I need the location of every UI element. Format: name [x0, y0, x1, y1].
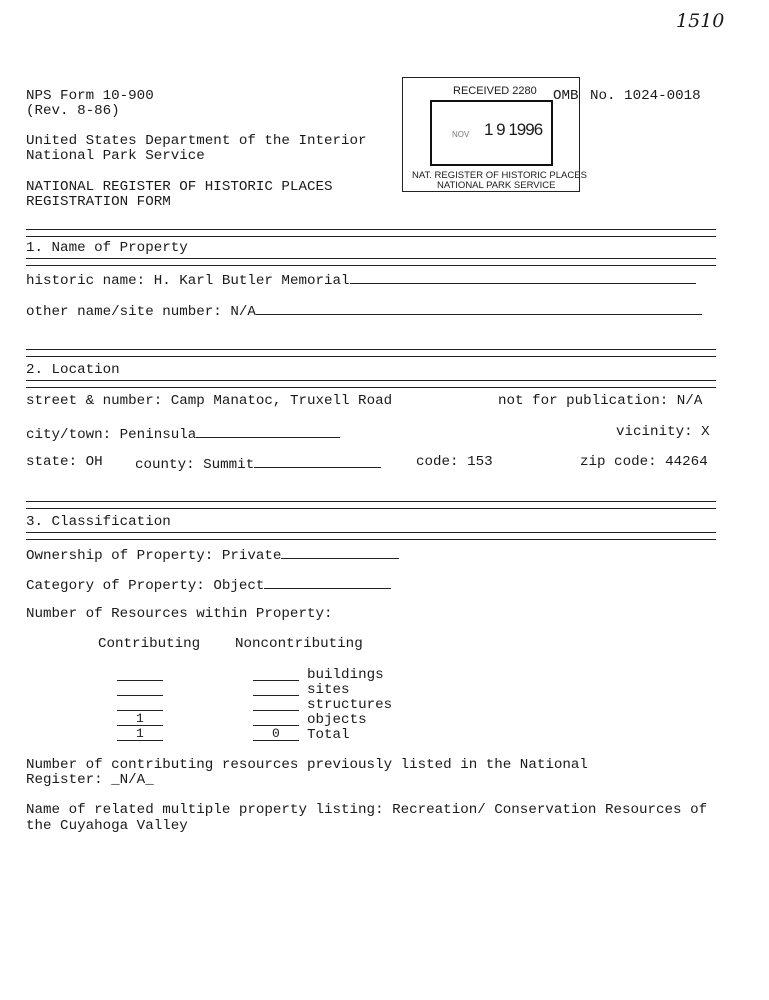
resource-label: sites [307, 682, 350, 698]
noncontributing-blank [253, 680, 299, 681]
fill-line [264, 576, 391, 589]
fill-line [281, 546, 399, 559]
resource-label: structures [307, 697, 393, 713]
ownership-row [26, 546, 399, 564]
form-number: NPS Form 10-900 [26, 88, 154, 104]
stamp-date: 1 9 1996 [484, 120, 543, 139]
code-label: code: [416, 454, 459, 470]
section-divider [26, 380, 716, 388]
received-stamp [402, 77, 587, 192]
state-row [26, 455, 103, 470]
state-label: state: [26, 454, 78, 470]
col-contributing: Contributing [98, 636, 201, 652]
form-title-line2: REGISTRATION FORM [26, 194, 171, 210]
omb-number: No. 1024-0018 [590, 88, 701, 104]
historic-name-row [26, 271, 696, 289]
fill-line [196, 425, 340, 438]
county-value: Summit [203, 457, 255, 473]
multiple-listing-line2: the Cuyahoga Valley [26, 818, 188, 834]
multiple-listing-line1: Name of related multiple property listing: Recreation/ Conservation Resources of [26, 802, 708, 818]
section-divider [26, 229, 716, 237]
section-divider [26, 349, 716, 357]
contributing-blank [117, 695, 163, 696]
stamp-received: RECEIVED 2280 [453, 85, 537, 97]
stamp-line1: NAT. REGISTER OF HISTORIC PLACES [412, 170, 587, 181]
stamp-date-box [430, 100, 553, 166]
code-row [416, 455, 493, 470]
previously-listed-label: Register: [26, 772, 103, 788]
zip-label: zip code: [580, 454, 657, 470]
resources-label: Number of Resources within Property: [26, 606, 333, 622]
street-row [26, 394, 392, 409]
street-label: street & number: [26, 393, 163, 409]
omb-prefix: OMB [553, 88, 579, 104]
other-name-row [26, 302, 702, 320]
state-value: OH [85, 454, 103, 470]
previously-listed-row: Register: _N/A_ [26, 772, 154, 788]
ownership-label: Ownership of Property: [26, 548, 214, 564]
total-noncontributing-value: 0 [272, 726, 280, 741]
stamp-month: NOV [452, 130, 470, 139]
handwritten-page-number: 1510 [676, 10, 725, 32]
code-value: 153 [467, 454, 493, 470]
noncontributing-blank [253, 695, 299, 696]
col-noncontributing: Noncontributing [235, 636, 363, 652]
street-value: Camp Manatoc, Truxell Road [170, 393, 393, 409]
fill-line [350, 271, 696, 284]
previously-listed-line1: Number of contributing resources previously listed in the National [26, 757, 588, 773]
publication-row [498, 394, 702, 409]
section-divider [26, 258, 716, 266]
other-name-value: N/A [230, 304, 256, 320]
historic-name-label: historic name: [26, 273, 146, 289]
publication-label: not for publication: [498, 393, 669, 409]
county-label: county: [135, 457, 195, 473]
zip-row [580, 455, 708, 470]
city-value: Peninsula [119, 427, 197, 443]
resource-label: buildings [307, 667, 384, 683]
historic-name-value: H. Karl Butler Memorial [153, 273, 350, 289]
vicinity-row [616, 425, 710, 440]
city-row [26, 425, 340, 443]
section2-heading: 2. Location [26, 362, 120, 378]
vicinity-label: vicinity: [616, 424, 693, 440]
objects-contributing-value: 1 [136, 711, 144, 726]
category-label: Category of Property: [26, 578, 205, 594]
section-divider [26, 501, 716, 509]
previously-listed-value: N/A [119, 772, 146, 788]
form-revision: (Rev. 8-86) [26, 103, 120, 119]
stamp-line2: NATIONAL PARK SERVICE [437, 180, 556, 191]
category-row [26, 576, 391, 594]
fill-line [254, 455, 381, 468]
section3-heading: 3. Classification [26, 514, 171, 530]
publication-value: N/A [676, 393, 703, 409]
other-name-label: other name/site number: [26, 304, 222, 320]
resource-label: objects [307, 712, 367, 728]
form-title-line1: NATIONAL REGISTER OF HISTORIC PLACES [26, 179, 333, 195]
resource-label: Total [307, 727, 350, 743]
category-value: Object [213, 578, 265, 594]
ownership-value: Private [221, 548, 282, 564]
county-row [135, 455, 381, 473]
zip-value: 44264 [665, 454, 708, 470]
contributing-blank [117, 680, 163, 681]
service: National Park Service [26, 148, 205, 164]
section-divider [26, 532, 716, 540]
fill-line [256, 302, 702, 315]
noncontributing-blank [253, 710, 299, 711]
total-contributing-value: 1 [136, 726, 144, 741]
section1-heading: 1. Name of Property [26, 240, 188, 256]
city-label: city/town: [26, 427, 112, 443]
department: United States Department of the Interior [26, 133, 367, 149]
vicinity-value: X [701, 424, 710, 440]
